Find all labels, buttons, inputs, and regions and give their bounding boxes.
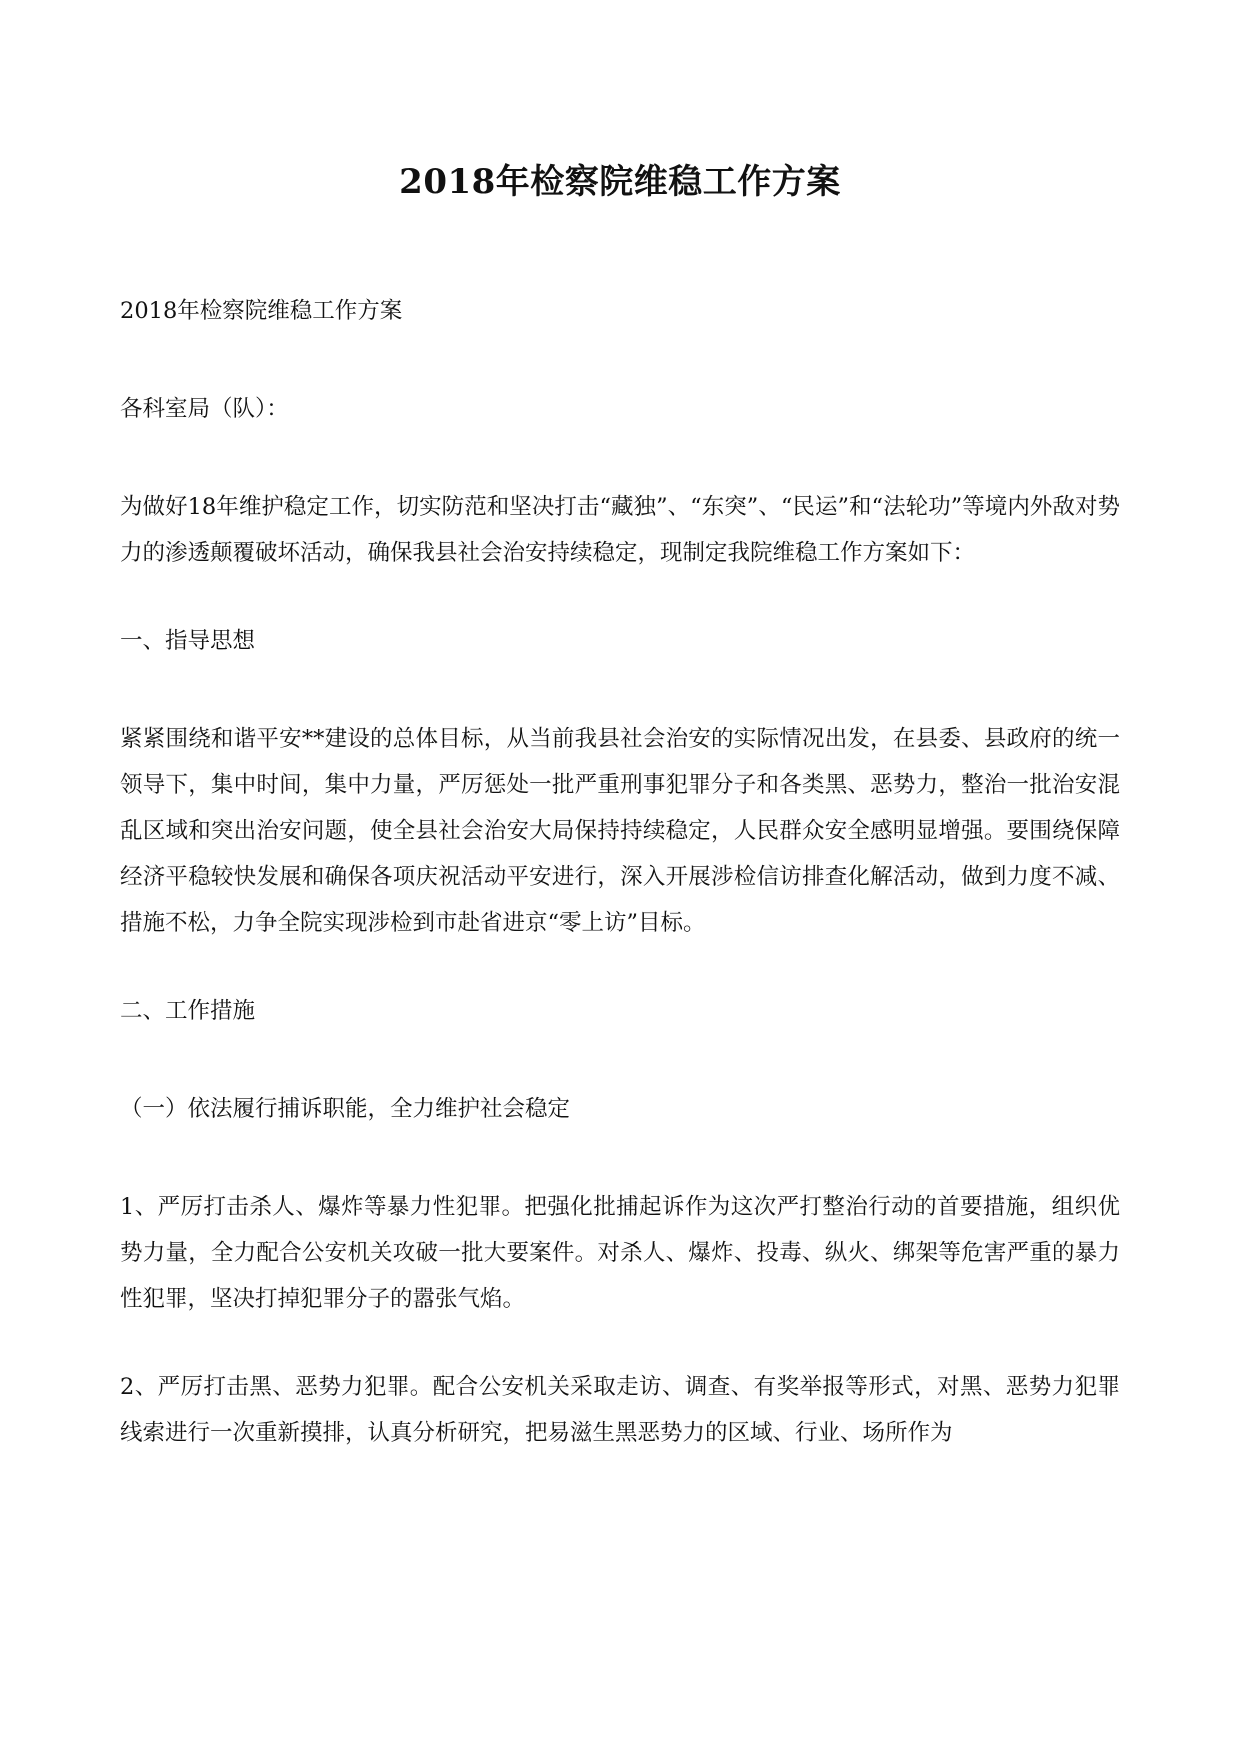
section-heading-work-measures: 二、工作措施	[120, 998, 256, 1024]
salutation: 各科室局（队）：	[120, 396, 289, 422]
guiding-thought-paragraph: 紧紧围绕和谐平安**建设的总体目标，从当前我县社会治安的实际情况出发，在县委、县政府的统一领导下，集中时间，集中力量，严厉惩处一批严重刑事犯罪分子和各类黑、恶势力，整治一批治安混乱区域和突出治安问题，使全县社会治安大局保持持续稳定，人民群众安全感明显增强。要围绕保障经济平稳较快发展和确保各项庆祝活动平安进行，深入开展涉检信访排查化解活动，做到力度不减、措施不松，力争全院实现涉检到市赴省进京“零上访”目标。	[120, 726, 1120, 936]
subsection-heading-1: （一）依法履行捕诉职能，全力维护社会稳定	[120, 1096, 571, 1122]
document-body	[120, 288, 1120, 1498]
document-title: 2018年检察院维稳工作方案	[399, 162, 841, 202]
intro-paragraph: 为做好18年维护稳定工作，切实防范和坚决打击“藏独”、“东突”、“民运”和“法轮功”等境内外敌对势力的渗透颠覆破坏活动，确保我县社会治安持续稳定，现制定我院维稳工作方案如下：	[120, 494, 1120, 566]
section-heading-guiding-thought: 一、指导思想	[120, 628, 256, 654]
measure-item-1: 1、严厉打击杀人、爆炸等暴力性犯罪。把强化批捕起诉作为这次严打整治行动的首要措施，组织优势力量，全力配合公安机关攻破一批大要案件。对杀人、爆炸、投毒、纵火、绑架等危害严重的暴力性犯罪，坚决打掉犯罪分子的嚣张气焰。	[120, 1194, 1120, 1312]
measure-item-2: 2、严厉打击黑、恶势力犯罪。配合公安机关采取走访、调查、有奖举报等形式，对黑、恶势力犯罪线索进行一次重新摸排，认真分析研究，把易滋生黑恶势力的区域、行业、场所作为	[120, 1374, 1120, 1446]
document-subtitle: 2018年检察院维稳工作方案	[120, 298, 403, 324]
